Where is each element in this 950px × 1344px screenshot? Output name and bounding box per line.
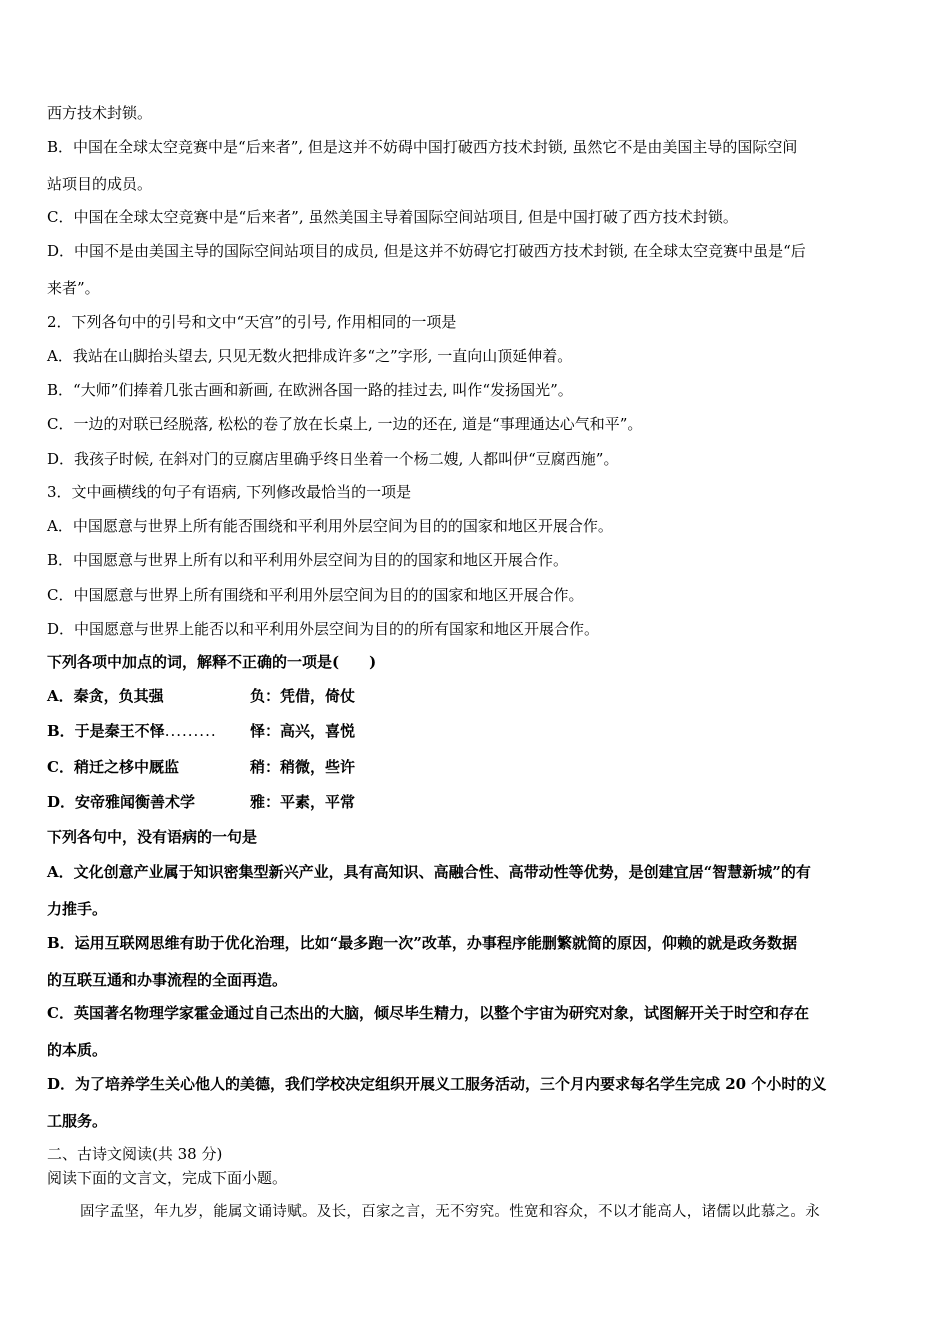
- q5-option-b-continued: 的互联互通和办事流程的全面再造。: [47, 971, 288, 989]
- q2-option-a: A．我站在山脚抬头望去, 只见无数火把排成许多“之”字形, 一直向山顶延伸着。: [47, 347, 573, 365]
- q4-option-c-explanation: 稍：稍微，些许: [250, 758, 356, 776]
- section-instruction: 阅读下面的文言文，完成下面小题。: [47, 1169, 288, 1187]
- q4-option-a: [47, 686, 355, 706]
- section-title: 二、古诗文阅读(共 38 分): [47, 1145, 223, 1163]
- q2-option-c: C．一边的对联已经脱落, 松松的卷了放在长桌上, 一边的还在, 道是“事理通达心气和平”。: [47, 415, 643, 433]
- q4-option-d-explanation: 雅：平素，平常: [250, 793, 356, 811]
- q4-option-a-explanation: 负：凭借，倚仗: [250, 687, 356, 705]
- q5-option-b: B．运用互联网思维有助于优化治理，比如“最多跑一次”改革，办事程序能删繁就简的原因，仰赖的就是政务数据: [47, 934, 797, 952]
- q4-option-c: [47, 757, 355, 777]
- q4-stem: 下列各项中加点的词，解释不正确的一项是( ): [47, 653, 377, 671]
- q4-option-b-explanation: 怿：高兴，喜悦: [250, 722, 356, 740]
- q1-option-a-continued: 西方技术封锁。: [47, 104, 153, 122]
- classical-passage: 固字孟坚，年九岁，能属文诵诗赋。及长，百家之言，无不穷究。性宽和容众，不以才能高人，诸儒以此慕之。永: [80, 1204, 820, 1220]
- q4-option-b-wrap: [47, 721, 250, 741]
- q5-option-c: C．英国著名物理学家霍金通过自己杰出的大脑，倾尽毕生精力，以整个宇宙为研究对象，试图解开关于时空和存在: [47, 1004, 809, 1022]
- q3-option-a: A．中国愿意与世界上所有能否围绕和平利用外层空间为目的的国家和地区开展合作。: [47, 517, 613, 535]
- q5-option-d-continued: 工服务。: [47, 1112, 108, 1130]
- q3-stem: 3．文中画横线的句子有语病, 下列修改最恰当的一项是: [47, 483, 412, 501]
- q4-option-c-text: C．稍迁之栘中厩监: [47, 758, 179, 776]
- q2-stem: 2．下列各句中的引号和文中“天宫”的引号, 作用相同的一项是: [47, 313, 457, 331]
- q4-option-a-text: A．秦贪，负其强: [47, 687, 164, 705]
- q4-emphasis-dots: .........: [164, 722, 217, 740]
- q3-option-d: D．中国愿意与世界上能否以和平利用外层空间为目的的所有国家和地区开展合作。: [47, 620, 600, 638]
- q5-option-d: D．为了培养学生关心他人的美德，我们学校决定组织开展义工服务活动，三个月内要求每名学生完成 20 个小时的义: [47, 1075, 827, 1093]
- q4-option-b: [47, 721, 355, 741]
- q4-option-d: [47, 792, 355, 812]
- q5-option-c-continued: 的本质。: [47, 1041, 108, 1059]
- q2-option-b: B．“大师”们捧着几张古画和新画, 在欧洲各国一路的挂过去, 叫作“发扬国光”。: [47, 381, 573, 399]
- q5-stem: 下列各句中，没有语病的一句是: [47, 828, 258, 846]
- q5-option-a-continued: 力推手。: [47, 900, 108, 918]
- q1-option-d: D．中国不是由美国主导的国际空间站项目的成员, 但是这并不妨碍它打破西方技术封锁, 在全球太空竞赛中虽是“后: [47, 242, 806, 260]
- q4-option-b-text: B．于是秦王不怿: [47, 722, 165, 740]
- q3-option-b: B．中国愿意与世界上所有以和平利用外层空间为目的的国家和地区开展合作。: [47, 551, 569, 569]
- q1-option-b-continued: 站项目的成员。: [47, 175, 153, 193]
- q2-option-d: D．我孩子时候, 在斜对门的豆腐店里确乎终日坐着一个杨二嫂, 人都叫伊“豆腐西施”。: [47, 450, 619, 468]
- q3-option-c: C．中国愿意与世界上所有围绕和平利用外层空间为目的的国家和地区开展合作。: [47, 586, 584, 604]
- q5-option-a: A．文化创意产业属于知识密集型新兴产业，具有高知识、高融合性、高带动性等优势，是创建宜居“智慧新城”的有: [47, 863, 811, 881]
- q1-option-c: C．中国在全球太空竞赛中是“后来者”, 虽然美国主导着国际空间站项目, 但是中国打破了西方技术封锁。: [47, 208, 738, 226]
- q4-option-d-text: D．安帝雅闻衡善术学: [47, 793, 196, 811]
- q1-option-b: B．中国在全球太空竞赛中是“后来者”, 但是这并不妨碍中国打破西方技术封锁, 虽然它不是由美国主导的国际空间: [47, 138, 798, 156]
- q1-option-d-continued: 来者”。: [47, 279, 100, 297]
